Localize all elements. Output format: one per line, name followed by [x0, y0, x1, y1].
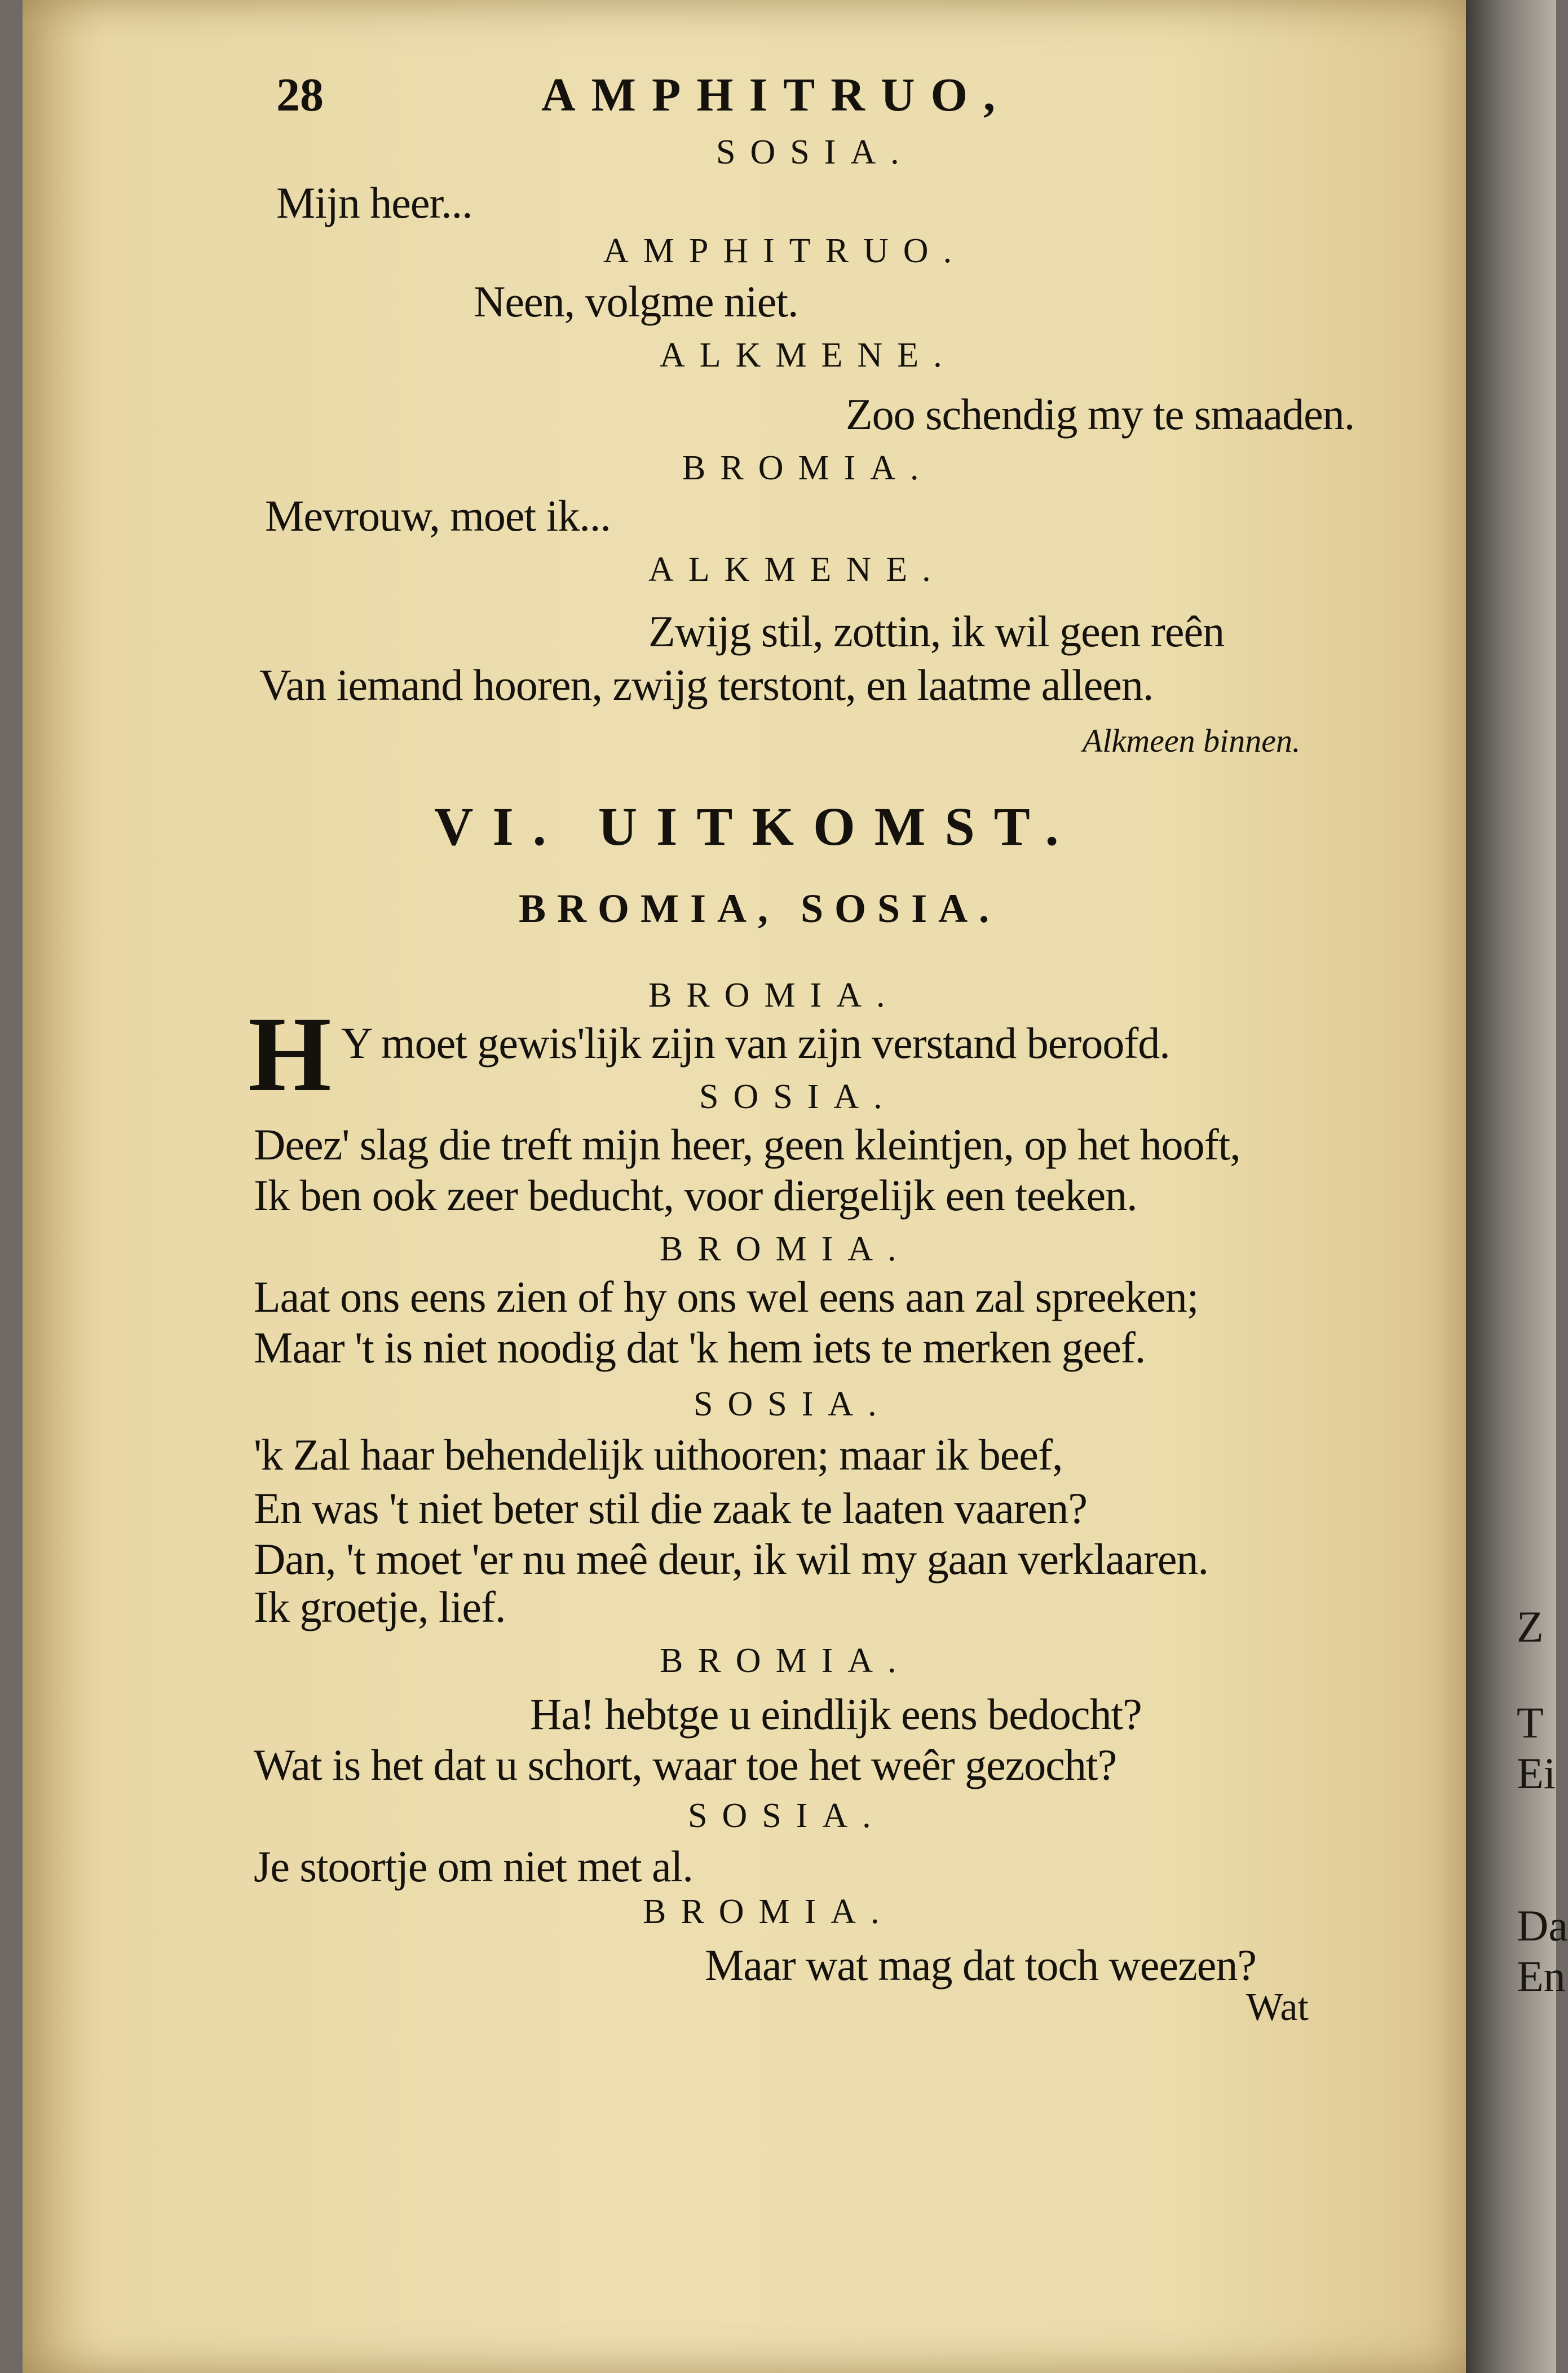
speaker-label: ALKMENE.	[660, 336, 957, 374]
book-gutter	[1466, 0, 1556, 2373]
verse-line: Neen, volgme niet.	[474, 277, 798, 326]
speaker-label: BROMIA.	[648, 976, 900, 1015]
verse-line: Y moet gewis'lijk zijn van zijn verstand beroofd.	[341, 1018, 1170, 1068]
facing-page-fragment: Da	[1517, 1901, 1568, 1950]
drop-capital: H	[248, 995, 332, 1114]
verse-line: Zwijg stil, zottin, ik wil geen reên	[648, 607, 1225, 656]
verse-line: Mevrouw, moet ik...	[265, 491, 611, 540]
verse-line: Dan, 't moet 'er nu meê deur, ik wil my gaan verklaaren.	[254, 1534, 1209, 1584]
speaker-label: BROMIA.	[660, 1230, 911, 1268]
verse-line: 'k Zal haar behendelijk uithooren; maar ik beef,	[254, 1430, 1063, 1479]
verse-line: Wat is het dat u schort, waar toe het weêr gezocht?	[254, 1740, 1117, 1789]
speaker-label: SOSIA.	[699, 1078, 897, 1116]
stage-direction: Alkmeen binnen.	[1083, 722, 1301, 759]
verse-line: Maar wat mag dat toch weezen?	[705, 1940, 1256, 1990]
book-page	[23, 0, 1466, 2373]
verse-line: Van iemand hooren, zwijg terstont, en laatme alleen.	[259, 660, 1154, 709]
catchword: Wat	[1246, 1986, 1309, 2029]
speaker-label: BROMIA.	[643, 1893, 894, 1931]
speaker-label: ALKMENE.	[648, 550, 946, 589]
facing-page-fragment: T	[1517, 1698, 1544, 1747]
page-number: 28	[276, 69, 324, 121]
verse-line: Mijn heer...	[276, 178, 472, 227]
verse-line: Deez' slag die treft mijn heer, geen kleintjen, op het hooft,	[254, 1120, 1240, 1169]
speaker-label: BROMIA.	[682, 449, 934, 487]
verse-line: Ik ben ook zeer beducht, voor diergelijk een teeken.	[254, 1171, 1137, 1220]
facing-page-fragment: Ei	[1517, 1749, 1556, 1798]
verse-line: Zoo schendig my te smaaden.	[846, 390, 1355, 439]
speaker-label: AMPHITRUO.	[603, 232, 967, 270]
speaker-label: BROMIA.	[660, 1642, 911, 1680]
verse-line: Laat ons eens zien of hy ons wel eens aan zal spreeken;	[254, 1272, 1199, 1321]
speaker-label: SOSIA.	[716, 133, 914, 171]
running-title: AMPHITRUO,	[541, 69, 1011, 121]
verse-line: Maar 't is niet noodig dat 'k hem iets te merken geef.	[254, 1323, 1146, 1372]
facing-page-fragment: Z	[1517, 1602, 1544, 1651]
verse-line: Je stoortje om niet met al.	[254, 1842, 693, 1891]
scene-cast: BROMIA, SOSIA.	[519, 886, 1001, 931]
verse-line: Ik groetje, lief.	[254, 1582, 506, 1631]
verse-line: En was 't niet beter stil die zaak te laaten vaaren?	[254, 1484, 1087, 1533]
verse-line: Ha! hebtge u eindlijk eens bedocht?	[530, 1690, 1142, 1739]
speaker-label: SOSIA.	[688, 1797, 886, 1835]
speaker-label: SOSIA.	[694, 1385, 891, 1423]
facing-page-fragment: En	[1517, 1952, 1566, 2001]
scene-heading: VI. UITKOMST.	[434, 796, 1078, 857]
